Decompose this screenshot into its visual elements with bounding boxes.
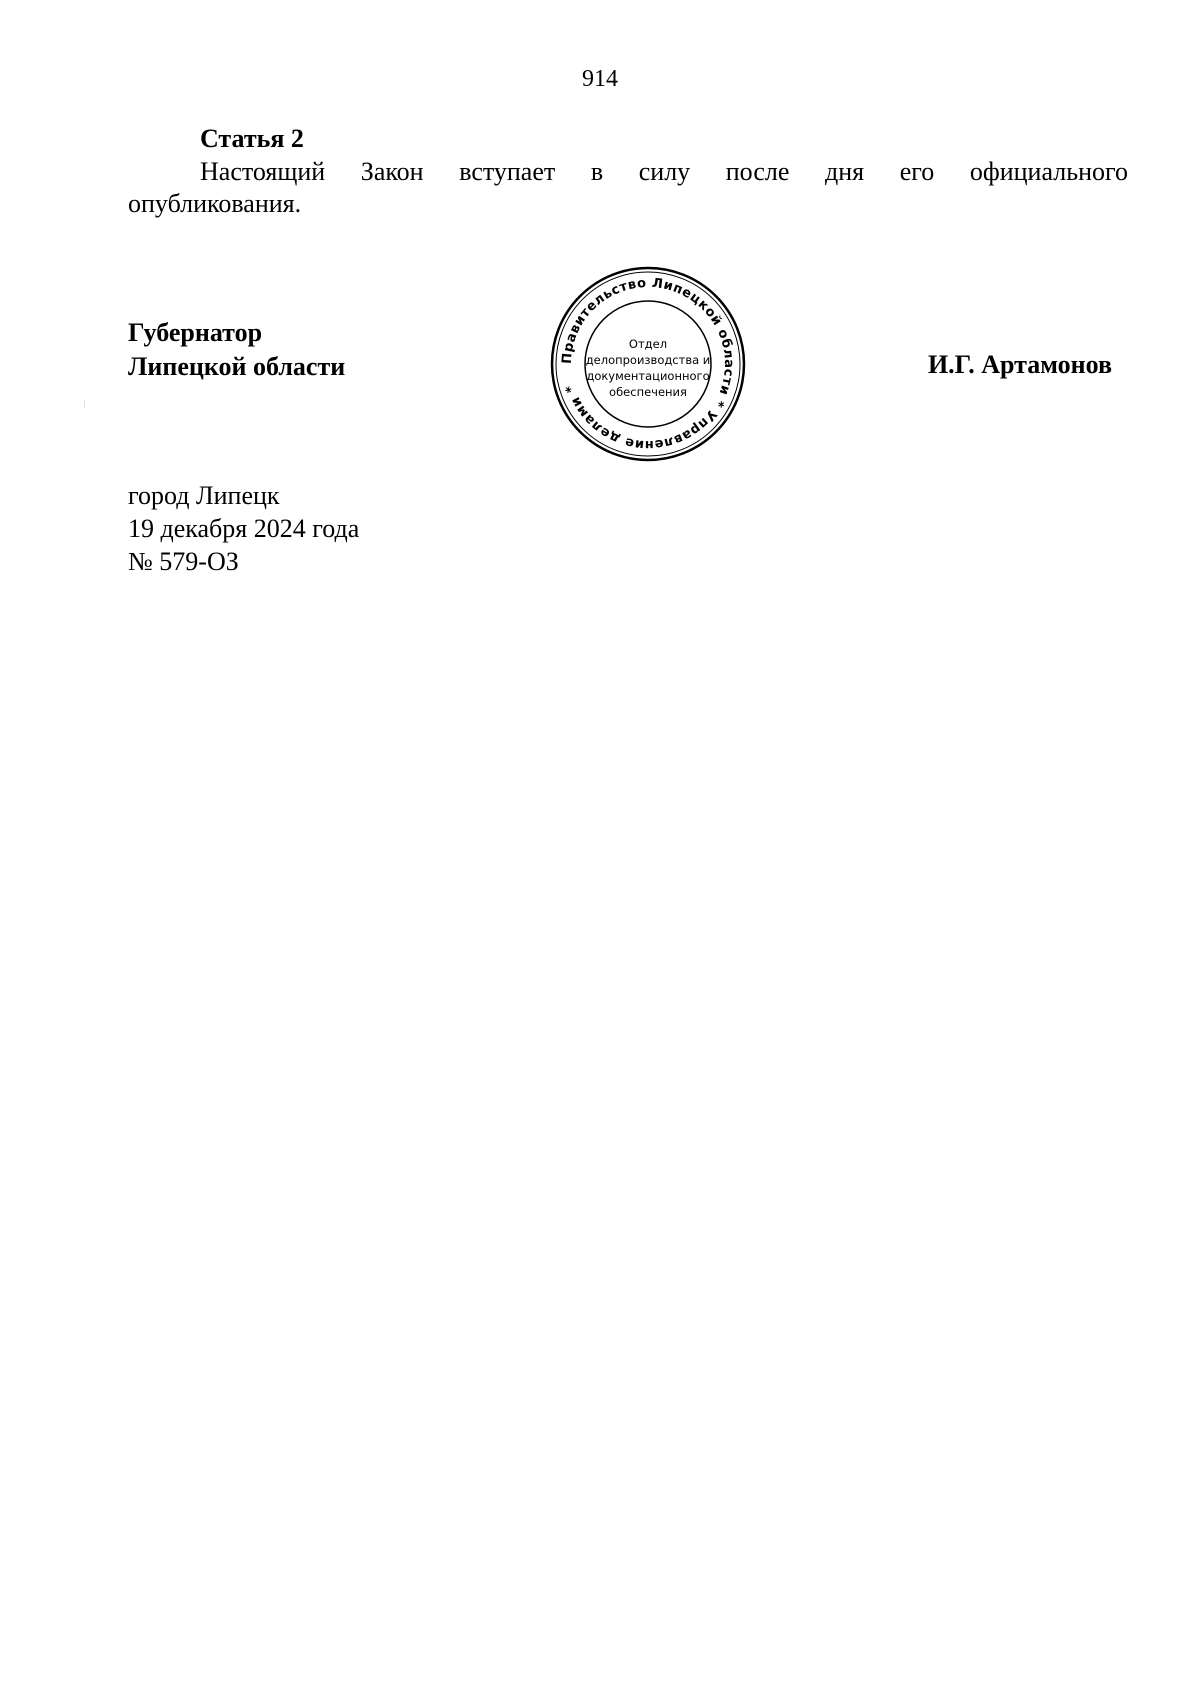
document-number: № 579-ОЗ [128,547,239,576]
signer-position [128,316,345,384]
seal-inner-line-4: обеспечения [609,385,687,399]
article-body [128,156,1128,220]
document-meta [128,479,359,578]
seal-inner-line-2: делопроизводства и [585,353,711,367]
signer-position-line-2: Липецкой области [128,352,346,381]
seal-inner-line-3: документационного [586,369,710,383]
article-title: Статья 2 [200,124,304,153]
article-text-line-2: опубликования. [128,189,302,218]
page-number: 914 [582,66,618,92]
scan-margin-mark [84,400,85,408]
document-date: 19 декабря 2024 года [128,514,360,543]
seal-outer-text: Правительство Липецкой области * Управление делами * [559,275,737,453]
seal-inner-line-1: Отдел [628,337,668,351]
document-city: город Липецк [128,481,280,510]
article-text-line-1: Настоящий Закон вступает в силу после дня его официального [200,157,1128,186]
signer-name: И.Г. Артамонов [927,350,1112,379]
official-seal [548,264,748,464]
signer-position-line-1: Губернатор [128,318,263,347]
